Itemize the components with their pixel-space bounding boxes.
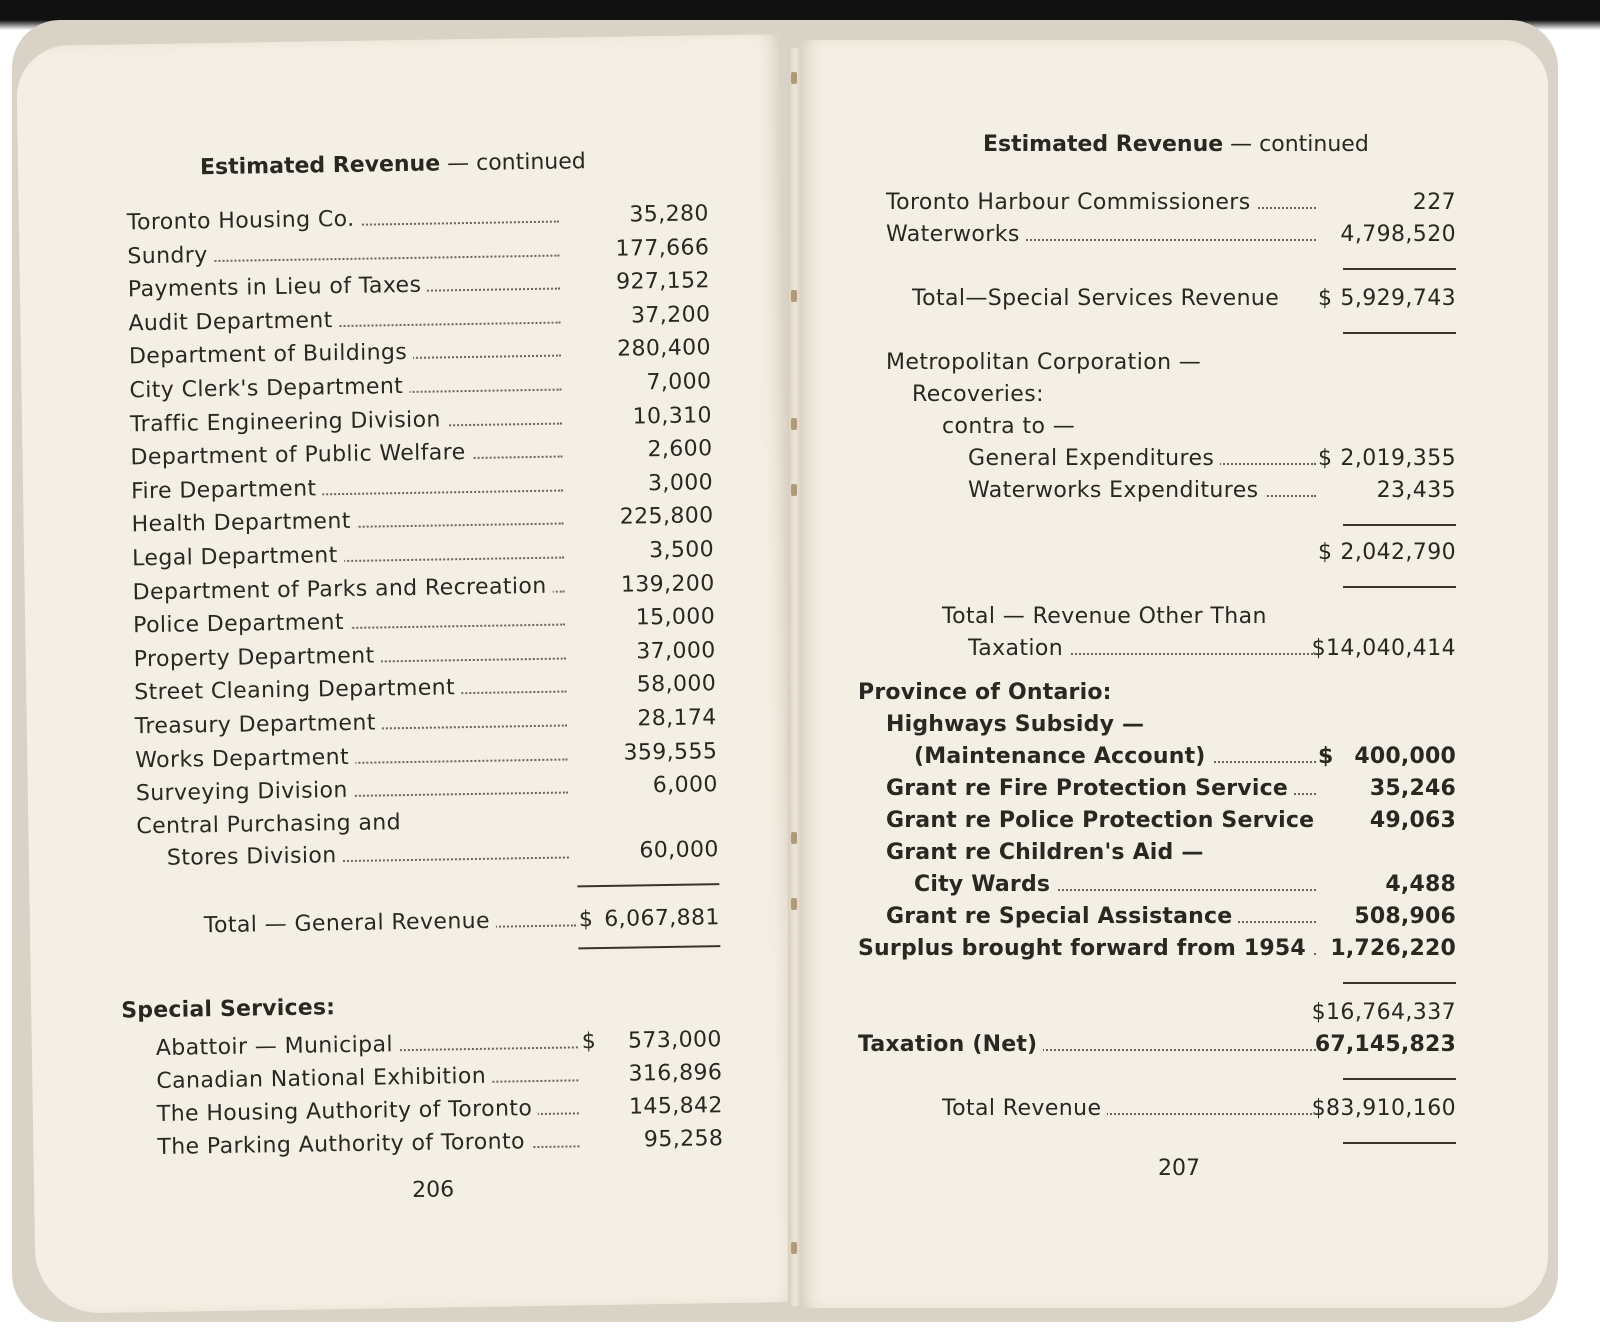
row-amount: 508,906 xyxy=(1354,904,1456,929)
revenue-row xyxy=(886,348,1456,378)
row-amount: $14,040,414 xyxy=(1311,636,1456,661)
special-service-row xyxy=(148,1058,722,1097)
row-label: Province of Ontario: xyxy=(858,678,1118,708)
row-label: Stores Division xyxy=(167,841,343,874)
row-label: Department of Public Welfare xyxy=(130,438,471,473)
revenue-row xyxy=(130,401,712,440)
special-service-row xyxy=(149,1124,723,1163)
taxation-row xyxy=(858,1030,1456,1060)
section-heading xyxy=(121,990,521,1026)
revenue-row xyxy=(128,266,710,305)
row-amount: 5,929,743 xyxy=(1340,286,1456,311)
row-amount: 37,000 xyxy=(636,637,716,665)
revenue-row xyxy=(132,569,714,608)
row-amount: 4,488 xyxy=(1385,872,1456,897)
total-row xyxy=(886,634,1456,664)
binding-staple xyxy=(791,72,797,84)
revenue-row xyxy=(137,835,719,874)
binding-staple xyxy=(791,898,797,910)
binding-staple xyxy=(791,290,797,302)
currency-sign: $ xyxy=(1318,286,1333,311)
section-heading xyxy=(858,678,1458,708)
binding-staple xyxy=(791,484,797,496)
row-amount: 6,067,881 xyxy=(604,905,721,932)
row-label: Grant re Police Protection Service xyxy=(886,806,1320,836)
revenue-row xyxy=(132,535,714,574)
row-label: Works Department xyxy=(135,742,355,775)
row-label: Surplus brought forward from 1954 xyxy=(858,934,1312,964)
grant-row xyxy=(886,774,1456,804)
row-amount: 1,726,220 xyxy=(1330,936,1456,961)
total-rule xyxy=(1343,586,1456,588)
row-amount: 359,555 xyxy=(623,738,718,766)
header-title: Estimated Revenue xyxy=(983,132,1224,157)
row-label: Payments in Lieu of Taxes xyxy=(128,271,428,306)
total-row xyxy=(886,284,1456,314)
revenue-row xyxy=(129,334,711,373)
revenue-row xyxy=(886,220,1456,250)
row-amount: 225,800 xyxy=(619,503,714,531)
row-label: Waterworks xyxy=(886,220,1026,250)
row-amount: 280,400 xyxy=(616,335,712,363)
revenue-row xyxy=(135,737,717,776)
row-amount: $83,910,160 xyxy=(1311,1096,1456,1121)
row-label: Taxation (Net) xyxy=(858,1030,1043,1060)
row-amount: 6,000 xyxy=(652,772,718,799)
row-label: Special Services: xyxy=(121,993,341,1026)
row-label: (Maintenance Account) xyxy=(914,742,1212,772)
total-rule xyxy=(1343,524,1456,526)
row-amount: 95,258 xyxy=(643,1126,724,1153)
grant-row xyxy=(886,806,1456,836)
row-label: Total Revenue xyxy=(942,1094,1107,1124)
left-page-header xyxy=(200,149,586,180)
revenue-row xyxy=(134,670,716,709)
grant-row xyxy=(886,838,1456,868)
right-page-header xyxy=(983,132,1369,157)
row-label: Audit Department xyxy=(128,306,339,339)
revenue-row xyxy=(131,502,713,541)
row-label: Waterworks Expenditures xyxy=(968,476,1265,506)
row-label: Department of Parks and Recreation xyxy=(132,571,552,608)
revenue-row xyxy=(886,188,1456,218)
row-label: Toronto Housing Co. xyxy=(127,205,361,239)
row-label: City Wards xyxy=(914,870,1056,900)
revenue-row xyxy=(127,199,709,238)
revenue-row xyxy=(886,444,1456,474)
row-amount: 573,000 xyxy=(627,1027,722,1054)
total-rule xyxy=(578,945,720,949)
revenue-row xyxy=(127,233,709,272)
total-rule xyxy=(1343,982,1456,984)
row-label: Department of Buildings xyxy=(129,338,414,372)
row-amount: 2,019,355 xyxy=(1340,446,1456,471)
row-amount: 28,174 xyxy=(637,705,717,732)
row-label: contra to — xyxy=(942,412,1081,442)
special-service-row xyxy=(148,1025,722,1064)
row-label: City Clerk's Department xyxy=(129,372,409,406)
row-amount: 7,000 xyxy=(646,369,712,396)
row-label: Police Department xyxy=(133,608,350,641)
special-service-row xyxy=(149,1091,723,1130)
revenue-row xyxy=(135,703,717,742)
revenue-row xyxy=(886,380,1456,410)
row-label: Grant re Special Assistance xyxy=(886,902,1238,932)
grant-row xyxy=(858,934,1456,964)
header-title: Estimated Revenue xyxy=(199,151,441,181)
row-label: Surveying Division xyxy=(136,776,354,809)
row-amount: 23,435 xyxy=(1376,478,1456,503)
total-rule xyxy=(1343,1078,1456,1080)
row-label: Total — Revenue Other Than xyxy=(942,602,1273,632)
row-amount: 139,200 xyxy=(620,570,715,598)
row-label: Legal Department xyxy=(132,541,344,574)
left-page xyxy=(16,34,800,1314)
binding-staple xyxy=(791,832,797,844)
row-label: Total—Special Services Revenue xyxy=(912,284,1285,314)
row-amount: 67,145,823 xyxy=(1314,1032,1456,1057)
row-amount: 3,500 xyxy=(648,537,715,564)
row-amount: 35,280 xyxy=(629,201,710,228)
revenue-row xyxy=(130,434,712,473)
revenue-row xyxy=(129,367,711,406)
row-amount: 58,000 xyxy=(636,671,717,698)
binding-staple xyxy=(791,1242,797,1254)
total-rule xyxy=(1343,332,1456,334)
revenue-row xyxy=(134,636,716,675)
row-label: Property Department xyxy=(134,641,381,675)
grant-row xyxy=(886,710,1456,740)
row-label: Abattoir — Municipal xyxy=(156,1030,400,1064)
currency-sign: $ xyxy=(581,1029,597,1055)
row-label: Recoveries: xyxy=(912,380,1050,410)
header-continued: — continued xyxy=(1223,132,1369,157)
row-amount: 37,200 xyxy=(630,302,711,329)
row-amount: 316,896 xyxy=(628,1060,723,1087)
row-amount: 3,000 xyxy=(647,469,714,497)
row-label: Fire Department xyxy=(131,474,323,507)
revenue-row xyxy=(131,468,713,507)
row-label: The Housing Authority of Toronto xyxy=(157,1094,539,1130)
right-page xyxy=(800,40,1548,1308)
page-number: 207 xyxy=(1158,1156,1200,1181)
grant-row xyxy=(886,870,1456,900)
total-rule xyxy=(1343,268,1456,270)
revenue-row xyxy=(886,476,1456,506)
currency-sign: $ xyxy=(578,907,594,933)
currency-sign: $ xyxy=(1318,744,1334,769)
total-rule xyxy=(577,883,719,887)
row-amount: $16,764,337 xyxy=(1311,1000,1456,1025)
row-amount: 177,666 xyxy=(615,234,710,262)
revenue-row xyxy=(886,602,1456,632)
row-amount: 2,042,790 xyxy=(1340,540,1456,565)
currency-sign: $ xyxy=(1318,446,1333,471)
row-label: Health Department xyxy=(131,507,357,541)
row-label: Total — General Revenue xyxy=(204,907,497,942)
currency-sign: $ xyxy=(1318,540,1333,565)
row-label: Grant re Children's Aid — xyxy=(886,838,1210,868)
row-label: Taxation xyxy=(968,634,1069,664)
total-row xyxy=(138,903,720,942)
row-amount: 10,310 xyxy=(632,402,713,430)
row-label: Canadian National Exhibition xyxy=(156,1062,492,1097)
binding-staple xyxy=(791,418,797,430)
revenue-row xyxy=(886,412,1456,442)
row-label: Grant re Fire Protection Service xyxy=(886,774,1294,804)
row-label: Highways Subsidy — xyxy=(886,710,1150,740)
row-amount: 4,798,520 xyxy=(1340,222,1456,247)
row-amount: 227 xyxy=(1412,190,1456,215)
page-number: 206 xyxy=(411,1177,455,1203)
grant-row xyxy=(886,902,1456,932)
row-amount: 60,000 xyxy=(639,837,719,864)
revenue-row xyxy=(133,602,715,641)
grant-row xyxy=(886,742,1456,772)
row-label: General Expenditures xyxy=(968,444,1220,474)
row-label: Metropolitan Corporation — xyxy=(886,348,1207,378)
row-label: Treasury Department xyxy=(135,708,382,742)
row-label: Traffic Engineering Division xyxy=(130,405,447,440)
subtotal-row xyxy=(886,998,1456,1028)
row-amount: 35,246 xyxy=(1369,776,1456,801)
subtotal-row xyxy=(886,538,1456,568)
row-label: Central Purchasing and xyxy=(136,808,407,842)
row-amount: 2,600 xyxy=(647,436,713,463)
revenue-row xyxy=(128,300,710,339)
header-continued: — continued xyxy=(439,149,586,177)
row-label: Street Cleaning Department xyxy=(134,674,461,709)
total-rule xyxy=(1343,1142,1456,1144)
row-amount: 400,000 xyxy=(1354,744,1456,769)
row-label: The Parking Authority of Toronto xyxy=(157,1127,531,1163)
row-label: Toronto Harbour Commissioners xyxy=(886,188,1257,218)
row-amount: 927,152 xyxy=(615,268,711,295)
row-label: Sundry xyxy=(127,241,214,272)
row-amount: 15,000 xyxy=(635,604,716,631)
total-row xyxy=(886,1094,1456,1124)
row-amount: 145,842 xyxy=(628,1093,724,1120)
row-amount: 49,063 xyxy=(1369,808,1456,833)
